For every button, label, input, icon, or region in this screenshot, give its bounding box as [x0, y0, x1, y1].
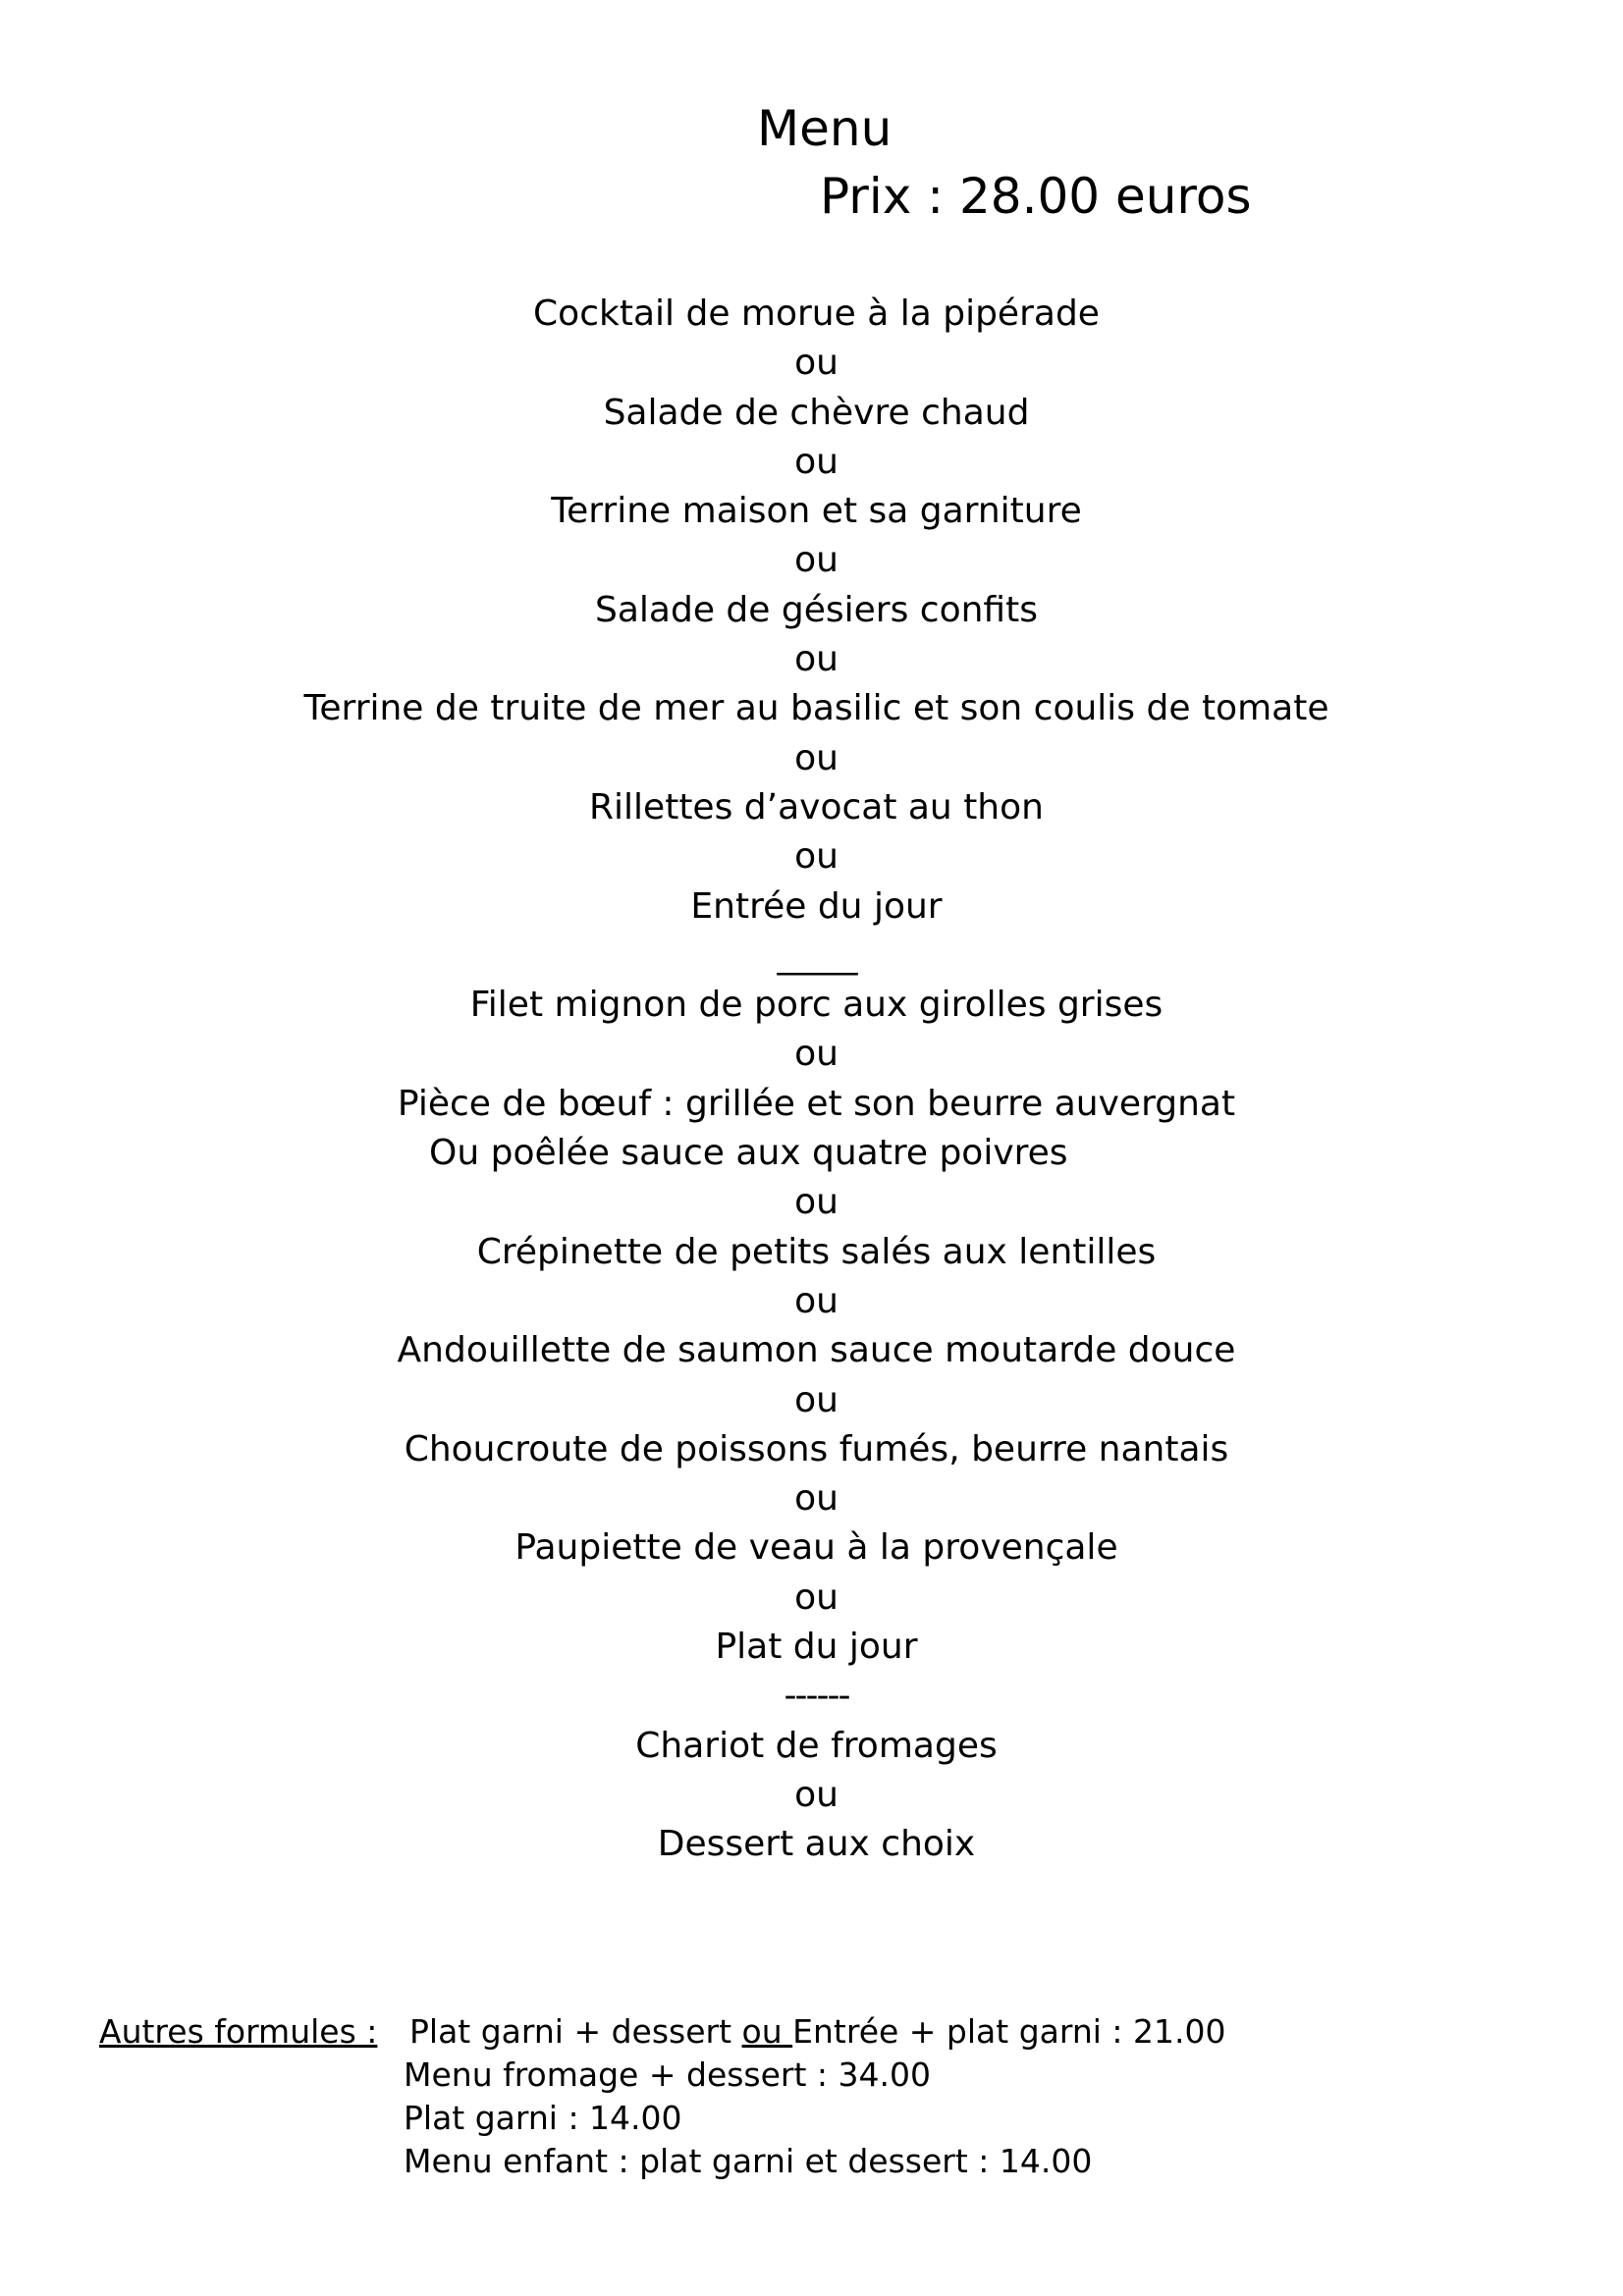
- formula-line: [404, 2010, 1226, 2054]
- formula-text: Plat garni + dessert: [409, 2012, 742, 2051]
- starter-item: Entrée du jour: [690, 885, 943, 927]
- main-item: Andouillette de saumon sauce moutarde douce: [397, 1330, 1236, 1371]
- starter-item: Salade de chèvre chaud: [603, 392, 1030, 433]
- menu-items-list: [0, 290, 1623, 1870]
- or-separator: ou: [794, 540, 839, 581]
- or-separator: ou: [794, 1478, 839, 1520]
- formula-line: Plat garni : 14.00: [404, 2099, 682, 2137]
- or-separator: ou: [794, 639, 839, 680]
- main-item: Paupiette de veau à la provençale: [514, 1527, 1118, 1569]
- other-formulas-list: [404, 2010, 1226, 2183]
- main-item: Filet mignon de porc aux girolles grises: [469, 985, 1163, 1026]
- dessert-item: Dessert aux choix: [657, 1824, 976, 1865]
- formula-line: Menu enfant : plat garni et dessert : 14.00: [404, 2142, 1093, 2180]
- starter-item: Salade de gésiers confits: [595, 589, 1038, 630]
- starter-item: Terrine maison et sa garniture: [551, 491, 1082, 532]
- formula-or-underlined: ou: [741, 2012, 793, 2051]
- main-item: Pièce de bœuf : grillée et son beurre auvergnat: [397, 1083, 1236, 1124]
- starter-item: Terrine de truite de mer au basilic et son coulis de tomate: [303, 688, 1329, 729]
- or-separator: ou: [794, 1182, 839, 1223]
- course-divider: _____: [777, 934, 856, 976]
- or-separator: ou: [794, 441, 839, 482]
- starter-item: Rillettes d’avocat au thon: [589, 786, 1044, 828]
- dessert-item: Chariot de fromages: [635, 1725, 998, 1766]
- menu-price: Prix : 28.00 euros: [820, 168, 1252, 225]
- formula-line: Menu fromage + dessert : 34.00: [404, 2056, 932, 2094]
- or-separator: ou: [794, 737, 839, 778]
- course-divider: ------: [784, 1676, 849, 1717]
- main-item: Choucroute de poissons fumés, beurre nantais: [404, 1428, 1229, 1469]
- page-title: Menu: [757, 100, 893, 157]
- main-item: Plat du jour: [715, 1627, 918, 1668]
- main-item: Crépinette de petits salés aux lentilles: [476, 1231, 1157, 1272]
- or-separator: ou: [794, 343, 839, 384]
- or-separator: ou: [794, 1280, 839, 1321]
- starter-item: Cocktail de morue à la pipérade: [533, 294, 1100, 334]
- or-separator: ou: [794, 1034, 839, 1075]
- or-separator: ou: [794, 836, 839, 878]
- other-formulas-label: Autres formules :: [99, 2012, 378, 2051]
- main-item-option: Ou poêlée sauce aux quatre poivres: [429, 1133, 1068, 1174]
- formula-text: Entrée + plat garni : 21.00: [792, 2012, 1226, 2051]
- or-separator: ou: [794, 1774, 839, 1815]
- or-separator: ou: [794, 1379, 839, 1420]
- or-separator: ou: [794, 1576, 839, 1618]
